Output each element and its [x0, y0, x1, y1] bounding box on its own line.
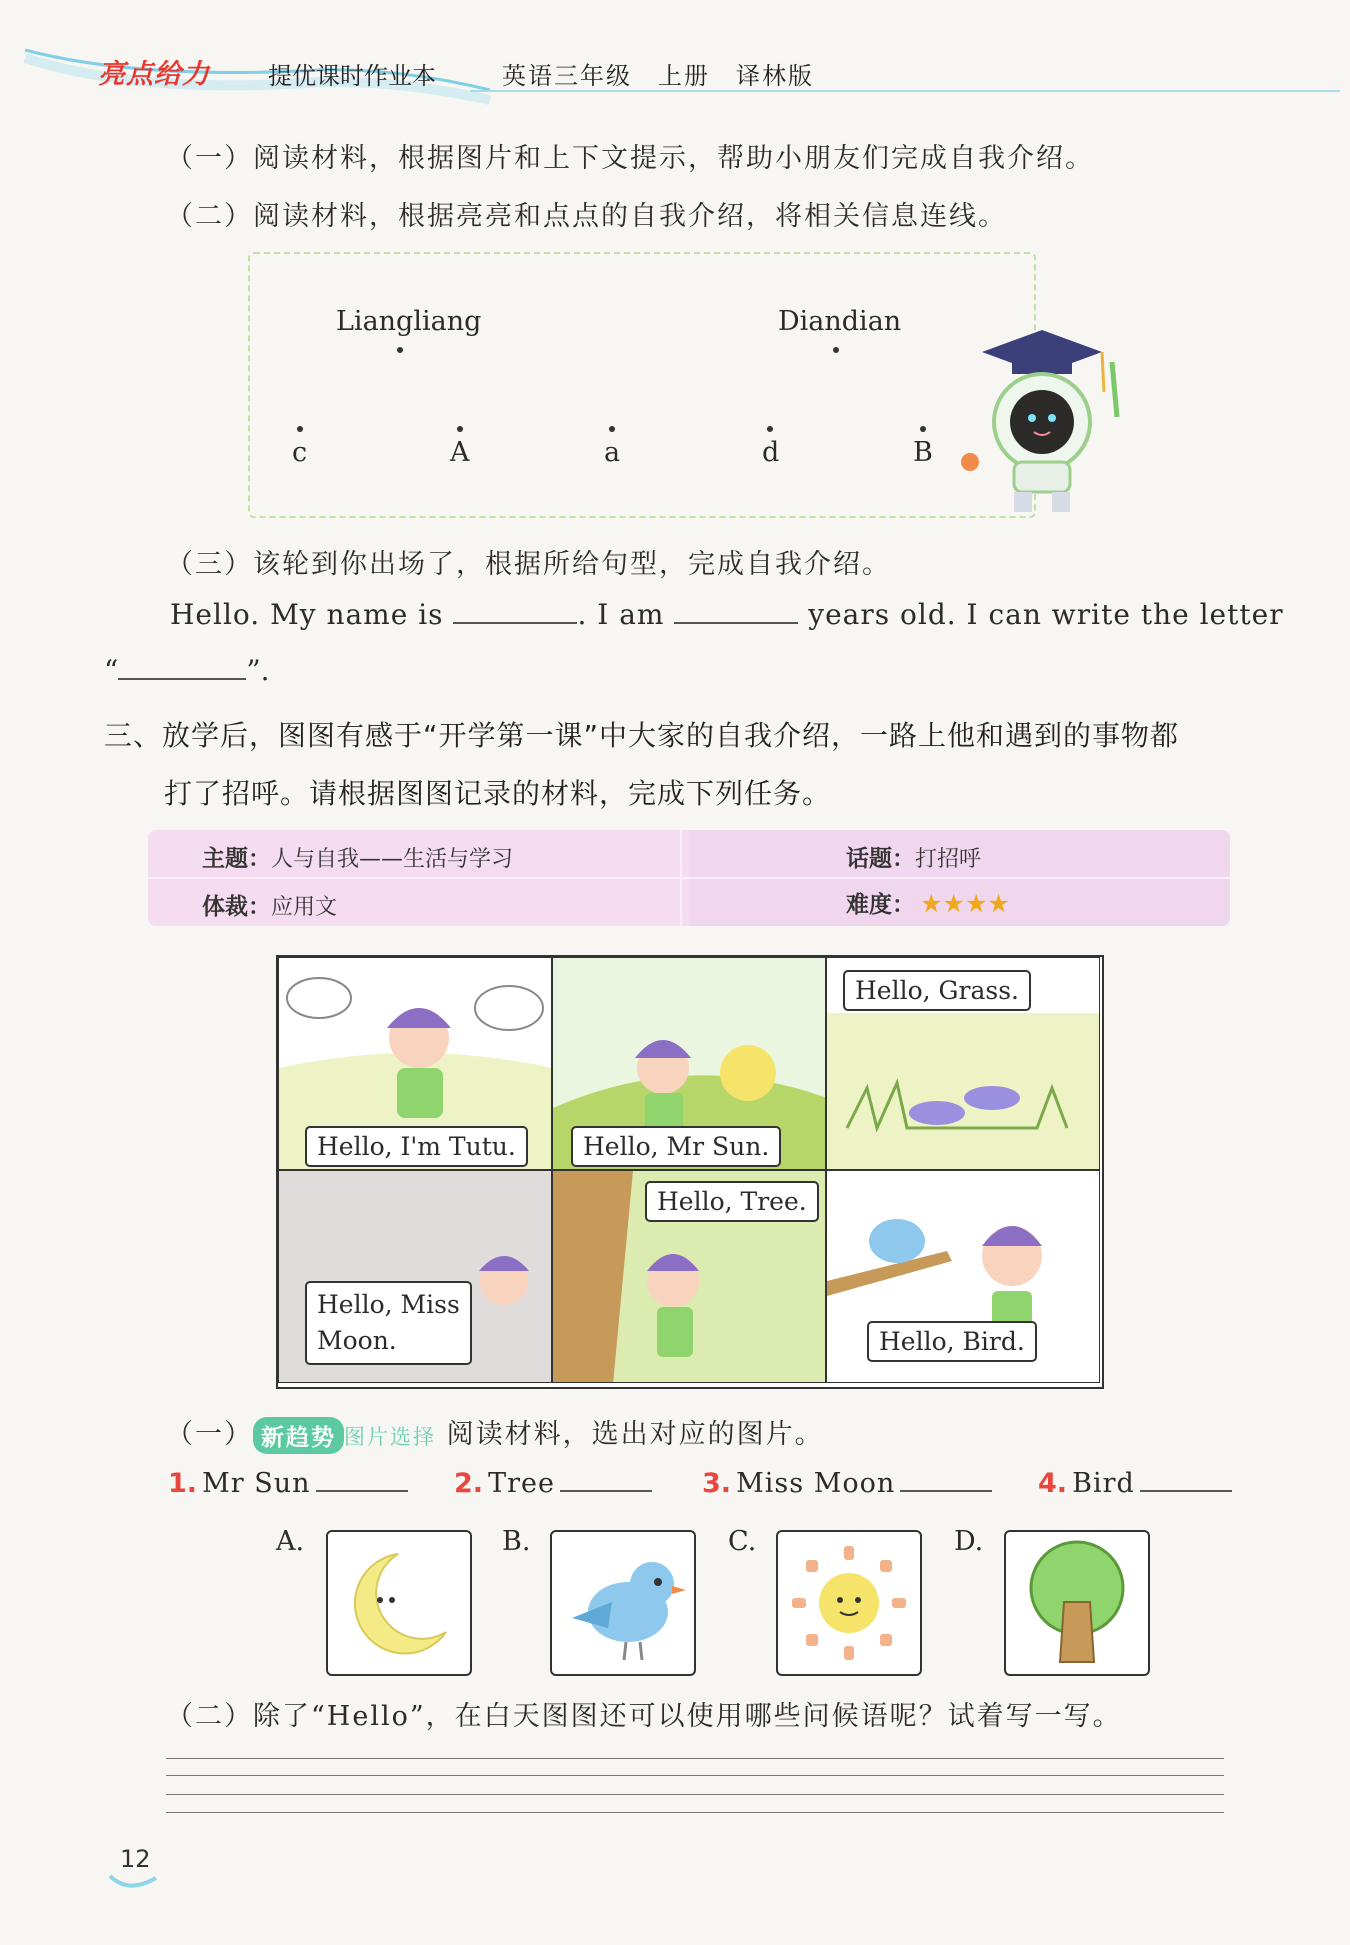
letter-answer-line	[104, 654, 270, 687]
match-dot-A[interactable]	[457, 426, 463, 432]
comic-panel-tutu	[278, 957, 552, 1170]
answer-blank-3[interactable]	[900, 1488, 992, 1492]
picture-choice-tag: 图片选择	[344, 1424, 436, 1449]
theme-value: 人与自我——生活与学习	[271, 847, 514, 872]
close-quote: ”.	[246, 654, 270, 687]
section-three-title-cont: 打了招呼。请根据图图记录的材料，完成下列任务。	[164, 777, 832, 810]
open-quote: “	[104, 654, 119, 687]
question-number: 1.	[168, 1468, 198, 1499]
bird-icon	[552, 1532, 694, 1674]
match-dot-c[interactable]	[297, 426, 303, 432]
blank-age[interactable]	[674, 620, 798, 624]
answer-blank-4[interactable]	[1140, 1488, 1232, 1492]
instruction-match-info: （二）阅读材料，根据亮亮和点点的自我介绍，将相关信息连线。	[166, 201, 1007, 232]
question-number: 3.	[702, 1468, 732, 1499]
question-number: 4.	[1038, 1468, 1068, 1499]
task-one-instruction: 阅读材料，选出对应的图片。	[446, 1419, 824, 1450]
section-three-title: 三、放学后，图图有感于“开学第一课”中大家的自我介绍，一路上他和遇到的事物都	[104, 719, 1180, 752]
question-text: Mr Sun	[202, 1468, 311, 1499]
tree-icon	[1006, 1532, 1148, 1674]
star-icon: ★	[987, 889, 1010, 918]
robot-mascot-icon	[952, 322, 1132, 522]
writing-line-2[interactable]	[166, 1775, 1224, 1776]
genre-value: 应用文	[271, 895, 338, 920]
blank-name[interactable]	[453, 620, 577, 624]
page-number: 12	[120, 1845, 151, 1873]
speech-bubble-bird: Hello, Bird.	[867, 1321, 1037, 1362]
star-icon: ★	[942, 889, 965, 918]
option-card-moon[interactable]	[326, 1530, 472, 1676]
writing-line-3[interactable]	[166, 1794, 1224, 1795]
option-card-tree[interactable]	[1004, 1530, 1150, 1676]
sentence-part-name: Hello. My name is	[170, 598, 444, 631]
writing-line-1[interactable]	[166, 1758, 1224, 1759]
writing-line-4[interactable]	[166, 1812, 1224, 1813]
comic-strip	[276, 955, 1104, 1389]
answer-blank-2[interactable]	[560, 1488, 652, 1492]
question-item-1	[168, 1468, 408, 1499]
comic-panel-grass	[826, 957, 1100, 1170]
topic-label: 话题：	[846, 846, 915, 872]
brand-logo: 亮点给力	[98, 59, 210, 90]
question-item-2	[454, 1468, 652, 1499]
letter-option-d: d	[762, 437, 780, 468]
answer-blank-1[interactable]	[316, 1488, 408, 1492]
question-item-3	[702, 1468, 992, 1499]
theme-label: 主题：	[202, 846, 271, 872]
letter-option-B: B	[913, 437, 933, 468]
match-dot-d[interactable]	[767, 426, 773, 432]
sentence-part-age: . I am	[577, 598, 665, 631]
matching-box	[248, 252, 1036, 518]
comic-panel-moon	[278, 1170, 552, 1383]
topic-value: 打招呼	[915, 847, 982, 872]
new-trend-badge: 新趋势	[253, 1417, 344, 1454]
letter-option-a: a	[604, 437, 621, 468]
question-text: Bird	[1072, 1468, 1135, 1499]
comic-panel-tree	[552, 1170, 826, 1383]
match-dot-a[interactable]	[609, 426, 615, 432]
instruction-self-intro: （三）该轮到你出场了，根据所给句型，完成自我介绍。	[166, 549, 891, 580]
option-label-a: A.	[276, 1526, 305, 1557]
info-table	[148, 830, 1230, 926]
question-number: 2.	[454, 1468, 484, 1499]
letter-option-c: c	[292, 437, 308, 468]
star-icon: ★	[964, 889, 988, 918]
task-two-question: （二）除了“Hello”，在白天图图还可以使用哪些问候语呢？试着写一写。	[166, 1701, 1122, 1732]
blank-letter[interactable]	[118, 676, 246, 680]
bubble-moon-line2: Moon.	[317, 1326, 397, 1355]
question-item-4	[1038, 1468, 1232, 1499]
instruction-read-material: （一）阅读材料，根据图片和上下文提示，帮助小朋友们完成自我介绍。	[166, 143, 1094, 174]
difficulty-stars	[920, 889, 1010, 918]
speech-bubble-moon	[305, 1281, 472, 1365]
match-dot-liangliang[interactable]	[397, 347, 403, 353]
task-one-prefix: （一）	[166, 1419, 253, 1450]
bubble-moon-line1: Hello, Miss	[317, 1290, 460, 1319]
question-text: Tree	[488, 1468, 556, 1499]
match-dot-diandian[interactable]	[833, 347, 839, 353]
option-card-sun[interactable]	[776, 1530, 922, 1676]
page-number-decoration	[108, 1872, 158, 1892]
genre-label: 体裁：	[202, 894, 271, 920]
task-one-header	[166, 1412, 824, 1454]
comic-panel-bird	[826, 1170, 1100, 1383]
header-subtitle: 提优课时作业本	[268, 62, 436, 90]
self-intro-sentence	[170, 598, 1284, 631]
option-label-b: B.	[502, 1526, 531, 1557]
moon-icon	[328, 1532, 470, 1674]
match-dot-B[interactable]	[920, 426, 926, 432]
question-text: Miss Moon	[736, 1468, 896, 1499]
speech-bubble-sun: Hello, Mr Sun.	[571, 1126, 781, 1167]
sentence-part-letter: years old. I can write the letter	[808, 598, 1284, 631]
header-rule	[470, 90, 1340, 92]
option-label-d: D.	[954, 1526, 984, 1557]
option-card-bird[interactable]	[550, 1530, 696, 1676]
speech-bubble-grass: Hello, Grass.	[843, 970, 1031, 1011]
header-book-info: 英语三年级 上册 译林版	[502, 62, 814, 90]
name-diandian: Diandian	[778, 306, 902, 337]
comic-panel-sun	[552, 957, 826, 1170]
sun-icon	[778, 1532, 920, 1674]
speech-bubble-tree: Hello, Tree.	[645, 1181, 819, 1222]
option-label-c: C.	[728, 1526, 757, 1557]
difficulty-label: 难度：	[846, 892, 915, 918]
letter-option-A: A	[450, 437, 470, 468]
name-liangliang: Liangliang	[336, 306, 482, 337]
star-icon: ★	[920, 889, 943, 918]
speech-bubble-tutu: Hello, I'm Tutu.	[305, 1126, 528, 1167]
